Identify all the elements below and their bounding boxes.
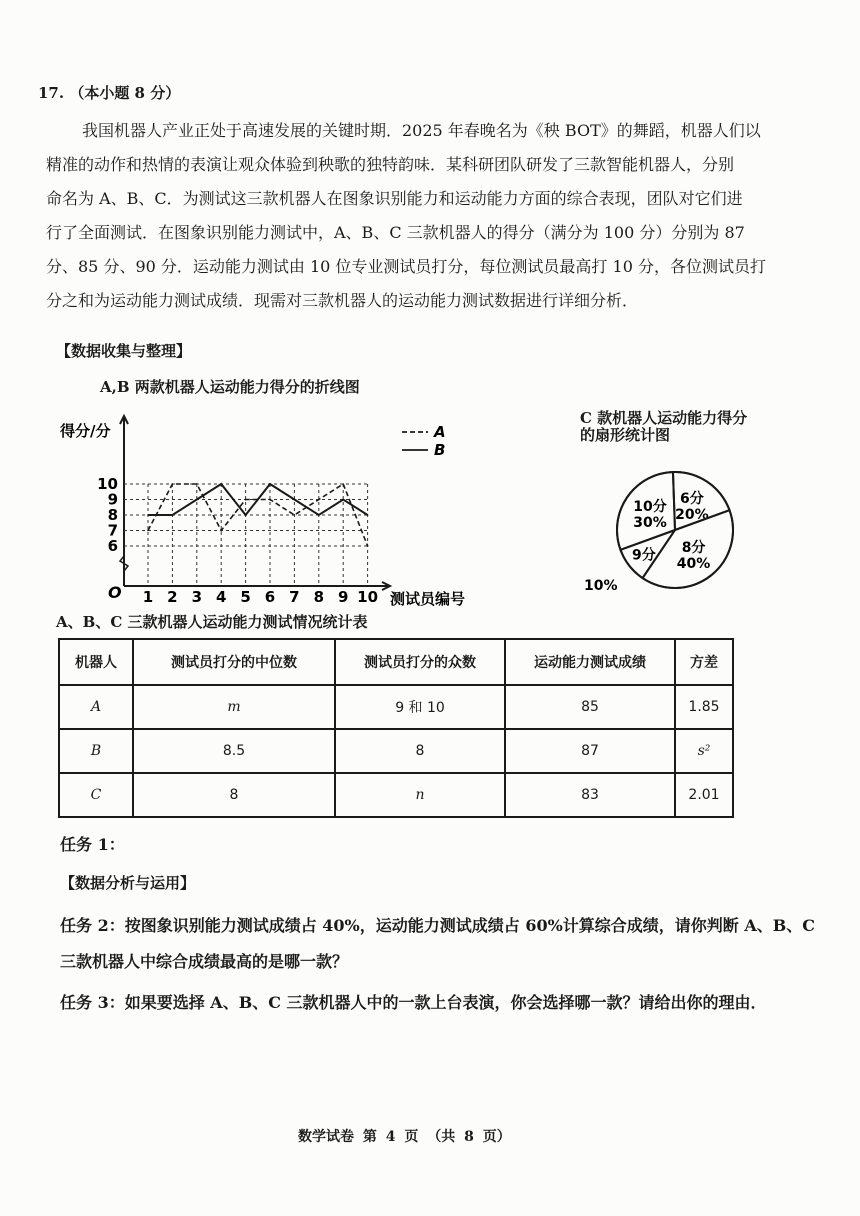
question-paragraph (46, 114, 806, 318)
data-point-B (196, 499, 198, 501)
pie-slice-pct: 10% (583, 577, 618, 594)
table-cell: 8.5 (133, 729, 335, 773)
data-point-B (220, 483, 222, 485)
line-chart (50, 410, 510, 610)
x-tick-label: 5 (240, 588, 251, 606)
table-header-cell: 机器人 (59, 639, 133, 685)
y-tick-label: 10 (97, 475, 118, 493)
data-point-A (318, 499, 320, 501)
x-tick-label: 7 (289, 588, 300, 606)
table-cell: 8 (335, 729, 505, 773)
x-tick-label: 3 (191, 588, 203, 606)
data-point-A (196, 483, 198, 485)
table-cell: 8 (133, 773, 335, 817)
pie-chart-title-line: C 款机器人运动能力得分 (580, 409, 748, 427)
y-tick-label: 6 (107, 537, 118, 555)
data-point-B (147, 514, 149, 516)
table-header-cell: 运动能力测试成绩 (505, 639, 675, 685)
x-tick-label: 10 (357, 588, 379, 606)
x-tick-label: 6 (264, 588, 276, 606)
table-header-cell: 方差 (675, 639, 733, 685)
pie-chart-title (580, 410, 747, 444)
pie-slice-label: 10分 (633, 499, 667, 516)
table-cell: m (133, 685, 335, 729)
paragraph-line: 我国机器人产业正处于高速发展的关键时期．2025 年春晚名为《秧 BOT》的舞蹈，机器人们以 (82, 121, 761, 140)
data-point-B (367, 514, 369, 516)
data-point-B (269, 483, 271, 485)
x-tick-label: 2 (167, 588, 178, 606)
pie-slice-pct: 40% (676, 555, 711, 572)
stats-table (58, 638, 734, 818)
data-point-A (172, 483, 174, 485)
legend-label-A: A (434, 423, 446, 441)
data-point-A (294, 514, 296, 516)
task-3: 任务 3：如果要选择 A、B、C 三款机器人中的一款上台表演，你会选择哪一款？请给出你的理由． (60, 993, 767, 1012)
pie-slice-label: 9分 (632, 547, 656, 564)
table-header-cell: 测试员打分的众数 (335, 639, 505, 685)
table-row (59, 685, 733, 729)
paragraph-line: 命名为 A、B、C．为测试这三款机器人在图象识别能力和运动能力方面的综合表现，团队对它们进 (46, 189, 743, 208)
data-point-B (342, 499, 344, 501)
x-tick-label: 9 (337, 588, 349, 606)
table-header-cell: 测试员打分的中位数 (133, 639, 335, 685)
paragraph-line: 分、85 分、90 分．运动能力测试由 10 位专业测试员打分，每位测试员最高打 10 分，各位测试员打 (46, 257, 766, 276)
y-tick-label: 7 (107, 521, 118, 540)
paragraph-line: 精准的动作和热情的表演让观众体验到秧歌的独特韵味．某科研团队研发了三款智能机器人，分别 (46, 155, 735, 174)
data-point-B (318, 514, 320, 516)
origin-label: O (108, 583, 122, 602)
question-heading: 17. （本小题 8 分） (38, 84, 181, 102)
pie-slice-pct: 30% (633, 515, 667, 532)
x-tick-label: 8 (313, 588, 325, 606)
table-cell: B (59, 729, 133, 773)
table-cell: A (59, 685, 133, 729)
table-row (59, 773, 733, 817)
x-axis-label: 测试员编号 (390, 590, 466, 608)
data-point-B (294, 499, 296, 501)
pie-slice-label: 6分 (679, 490, 704, 507)
paragraph-line: 行了全面测试．在图象识别能力测试中，A、B、C 三款机器人的得分（满分为 100 分）分别为 87 (46, 223, 745, 242)
section-heading-analysis: 【数据分析与运用】 (60, 874, 196, 892)
data-point-A (220, 530, 222, 532)
data-point-A (269, 499, 271, 501)
data-point-A (147, 530, 149, 532)
y-tick-label: 8 (107, 506, 118, 524)
page-footer: 数学试卷 第 4 页 （共 8 页） (298, 1129, 511, 1145)
table-cell: 87 (505, 729, 675, 773)
table-cell: n (335, 773, 505, 817)
table-title: A、B、C 三款机器人运动能力测试情况统计表 (56, 613, 368, 631)
table-header-row (59, 639, 733, 685)
data-point-B (245, 514, 247, 516)
data-point-A (367, 545, 369, 547)
x-tick-label: 1 (142, 588, 154, 606)
table-cell: 83 (505, 773, 675, 817)
task-1: 任务 1： (60, 835, 125, 854)
y-tick-label: 9 (107, 490, 118, 509)
y-axis-label: 得分/分 (60, 422, 111, 440)
task-2: 任务 2：按图象识别能力测试成绩占 40%，运动能力测试成绩占 60%计算综合成绩，请你判断 A、B、C 三款机器人中综合成绩最高的是哪一款？ (60, 916, 816, 971)
pie-chart-title-line: 的扇形统计图 (580, 426, 671, 444)
pie-slice-label: 8分 (681, 539, 706, 556)
table-cell: 2.01 (675, 773, 733, 817)
section-heading-collect: 【数据收集与整理】 (56, 342, 192, 360)
table-row (59, 729, 733, 773)
data-point-A (245, 499, 247, 501)
table-cell: 9 和 10 (335, 685, 505, 729)
data-point-B (172, 514, 174, 516)
table-cell: C (59, 773, 133, 817)
pie-chart (580, 470, 760, 600)
line-chart-title: A,B 两款机器人运动能力得分的折线图 (100, 378, 360, 396)
legend-label-B: B (434, 441, 446, 459)
data-point-A (342, 483, 344, 485)
paragraph-line: 分之和为运动能力测试成绩．现需对三款机器人的运动能力测试数据进行详细分析． (46, 291, 639, 310)
pie-slice-pct: 20% (675, 506, 709, 523)
table-cell: s² (675, 729, 733, 773)
table-cell: 85 (505, 685, 675, 729)
table-cell: 1.85 (675, 685, 733, 729)
x-tick-label: 4 (215, 588, 227, 606)
